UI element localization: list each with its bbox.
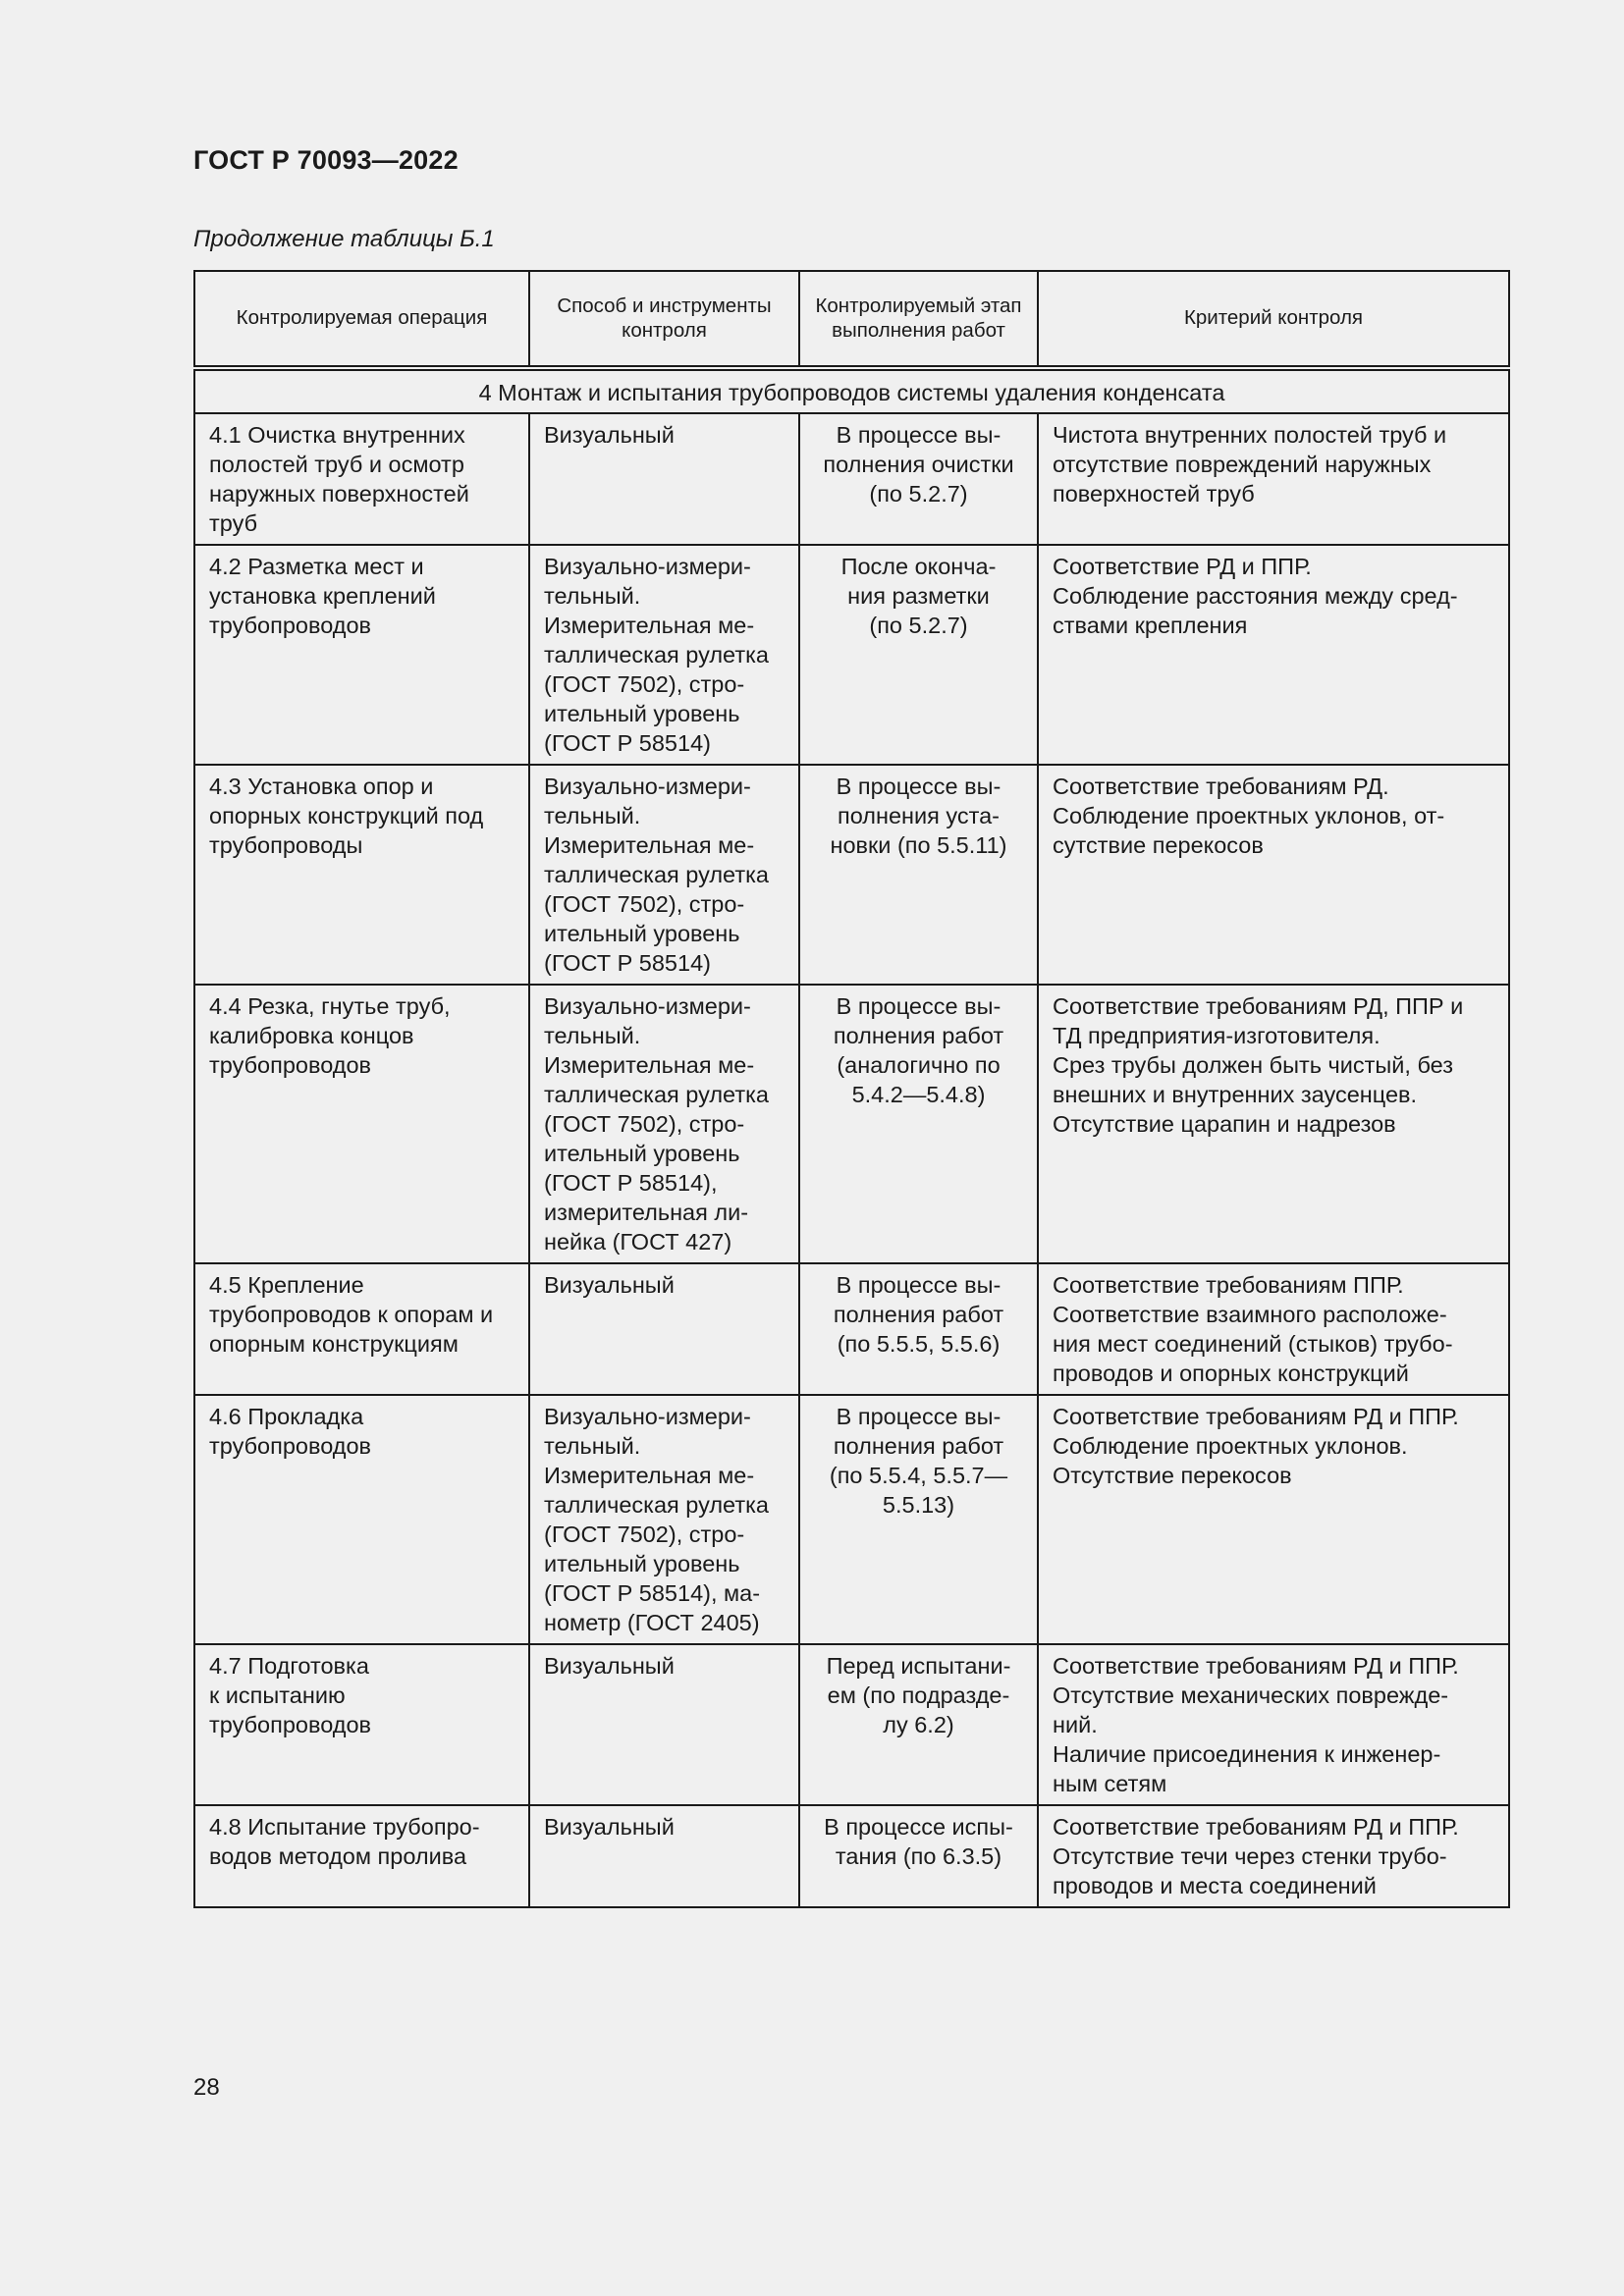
cell-line: Соблюдение проектных уклонов, от-	[1053, 803, 1445, 828]
cell-line: поверхностей труб	[1053, 481, 1255, 507]
cell-line: новки (по 5.5.11)	[830, 832, 1007, 858]
table-row	[194, 1805, 1509, 1907]
cell-method	[529, 1263, 799, 1395]
cell-criterion	[1038, 413, 1509, 545]
cell-method	[529, 545, 799, 765]
cell-line: Измерительная ме-	[544, 1052, 755, 1078]
cell-criterion	[1038, 545, 1509, 765]
cell-line: 4.3 Установка опор и	[209, 774, 434, 799]
cell-line: отсутствие повреждений наружных	[1053, 452, 1432, 477]
cell-line: (ГОСТ Р 58514), ма-	[544, 1580, 761, 1606]
cell-line: трубопроводов	[209, 1052, 372, 1078]
cell-line: ительный уровень	[544, 1551, 740, 1576]
table-row	[194, 765, 1509, 985]
cell-line: тания (по 6.3.5)	[835, 1843, 1002, 1869]
cell-line: Визуально-измери-	[544, 993, 751, 1019]
cell-line: трубопроводов	[209, 1712, 372, 1737]
cell-line: тельный.	[544, 583, 641, 609]
header-criterion: Критерий контроля	[1038, 271, 1509, 368]
cell-line: Визуальный	[544, 1272, 675, 1298]
cell-line: (ГОСТ 7502), стро-	[544, 891, 745, 917]
cell-line: труб	[209, 510, 258, 536]
cell-operation	[194, 1395, 529, 1644]
cell-line: Соответствие требованиям РД и ППР.	[1053, 1404, 1459, 1429]
cell-line: внешних и внутренних заусенцев.	[1053, 1082, 1418, 1107]
cell-line: полнения работ	[833, 1302, 1004, 1327]
cell-line: ний.	[1053, 1712, 1098, 1737]
cell-operation	[194, 765, 529, 985]
cell-line: Соответствие требованиям РД и ППР.	[1053, 1653, 1459, 1679]
cell-operation	[194, 1644, 529, 1805]
cell-line: ТД предприятия-изготовителя.	[1053, 1023, 1380, 1048]
cell-line: таллическая рулетка	[544, 642, 769, 667]
cell-line: 4.1 Очистка внутренних	[209, 422, 465, 448]
cell-line: Визуальный	[544, 1814, 675, 1840]
cell-line: 4.6 Прокладка	[209, 1404, 364, 1429]
cell-line: Измерительная ме-	[544, 1463, 755, 1488]
cell-line: к испытанию	[209, 1682, 346, 1708]
header-method: Способ и инструменты контроля	[529, 271, 799, 368]
cell-line: ния мест соединений (стыков) трубо-	[1053, 1331, 1453, 1357]
cell-method	[529, 1805, 799, 1907]
cell-stage	[799, 545, 1038, 765]
cell-line: таллическая рулетка	[544, 862, 769, 887]
section-row	[194, 368, 1509, 413]
cell-line: Отсутствие механических поврежде-	[1053, 1682, 1449, 1708]
cell-criterion	[1038, 985, 1509, 1263]
cell-line: Соблюдение проектных уклонов.	[1053, 1433, 1408, 1459]
table-row	[194, 1644, 1509, 1805]
cell-line: опорным конструкциям	[209, 1331, 459, 1357]
cell-method	[529, 413, 799, 545]
cell-line: ствами крепления	[1053, 613, 1248, 638]
cell-line: Визуальный	[544, 1653, 675, 1679]
cell-line: полостей труб и осмотр	[209, 452, 464, 477]
cell-line: полнения уста-	[837, 803, 1001, 828]
cell-line: В процессе вы-	[836, 993, 1001, 1019]
cell-line: полнения работ	[833, 1433, 1004, 1459]
cell-line: ем (по подразде-	[827, 1682, 1010, 1708]
cell-line: Соответствие РД и ППР.	[1053, 554, 1312, 579]
cell-line: калибровка концов	[209, 1023, 414, 1048]
cell-line: Соответствие взаимного расположе-	[1053, 1302, 1447, 1327]
cell-method	[529, 1395, 799, 1644]
cell-line: таллическая рулетка	[544, 1082, 769, 1107]
table-caption: Продолжение таблицы Б.1	[193, 226, 495, 252]
cell-operation	[194, 413, 529, 545]
cell-line: После оконча-	[840, 554, 997, 579]
cell-line: 4.4 Резка, гнутье труб,	[209, 993, 451, 1019]
cell-line: нейка (ГОСТ 427)	[544, 1229, 732, 1255]
cell-line: полнения работ	[833, 1023, 1004, 1048]
table-row	[194, 413, 1509, 545]
cell-line: водов методом пролива	[209, 1843, 467, 1869]
cell-line: В процессе вы-	[836, 1404, 1001, 1429]
cell-line: В процессе вы-	[836, 422, 1001, 448]
cell-line: Визуально-измери-	[544, 774, 751, 799]
cell-line: Отсутствие царапин и надрезов	[1053, 1111, 1396, 1137]
cell-line: трубопроводов к опорам и	[209, 1302, 494, 1327]
cell-line: Соответствие требованиям РД и ППР.	[1053, 1814, 1459, 1840]
header-operation: Контролируемая операция	[194, 271, 529, 368]
cell-line: Соответствие требованиям РД, ППР и	[1053, 993, 1464, 1019]
cell-line: Соответствие требованиям РД.	[1053, 774, 1389, 799]
cell-line: (ГОСТ 7502), стро-	[544, 671, 745, 697]
cell-criterion	[1038, 1395, 1509, 1644]
cell-line: трубопроводов	[209, 1433, 372, 1459]
cell-line: 4.8 Испытание трубопро-	[209, 1814, 480, 1840]
cell-line: ным сетям	[1053, 1771, 1167, 1796]
cell-criterion	[1038, 1263, 1509, 1395]
cell-line: таллическая рулетка	[544, 1492, 769, 1518]
table-header-row	[194, 271, 1509, 368]
cell-line: В процессе испы-	[824, 1814, 1013, 1840]
cell-line: (аналогично по	[837, 1052, 1001, 1078]
cell-line: Измерительная ме-	[544, 832, 755, 858]
cell-line: В процессе вы-	[836, 1272, 1001, 1298]
cell-line: тельный.	[544, 803, 641, 828]
cell-line: опорных конструкций под	[209, 803, 484, 828]
cell-line: 4.2 Разметка мест и	[209, 554, 424, 579]
cell-line: Чистота внутренних полостей труб и	[1053, 422, 1447, 448]
cell-stage	[799, 1644, 1038, 1805]
cell-operation	[194, 985, 529, 1263]
cell-line: Визуально-измери-	[544, 1404, 751, 1429]
cell-criterion	[1038, 765, 1509, 985]
cell-line: Наличие присоединения к инженер-	[1053, 1741, 1441, 1767]
cell-line: ния разметки	[847, 583, 990, 609]
cell-line: Срез трубы должен быть чистый, без	[1053, 1052, 1454, 1078]
cell-line: (по 5.5.4, 5.5.7—	[829, 1463, 1008, 1488]
cell-line: Измерительная ме-	[544, 613, 755, 638]
cell-line: 5.5.13)	[882, 1492, 955, 1518]
cell-operation	[194, 545, 529, 765]
cell-operation	[194, 1805, 529, 1907]
cell-line: тельный.	[544, 1023, 641, 1048]
cell-line: тельный.	[544, 1433, 641, 1459]
table-row	[194, 1395, 1509, 1644]
cell-line: наружных поверхностей	[209, 481, 469, 507]
control-table	[193, 270, 1510, 1908]
cell-line: ительный уровень	[544, 701, 740, 726]
cell-line: Отсутствие перекосов	[1053, 1463, 1292, 1488]
cell-line: лу 6.2)	[883, 1712, 954, 1737]
cell-line: (ГОСТ Р 58514)	[544, 950, 711, 976]
cell-line: трубопроводов	[209, 613, 372, 638]
cell-line: измерительная ли-	[544, 1200, 749, 1225]
table-row	[194, 545, 1509, 765]
page-number: 28	[193, 2074, 220, 2101]
cell-line: (ГОСТ 7502), стро-	[544, 1522, 745, 1547]
cell-line: 4.7 Подготовка	[209, 1653, 369, 1679]
cell-line: нометр (ГОСТ 2405)	[544, 1610, 760, 1635]
cell-line: (по 5.2.7)	[869, 613, 968, 638]
cell-line: Соблюдение расстояния между сред-	[1053, 583, 1458, 609]
cell-line: Перед испытани-	[826, 1653, 1011, 1679]
cell-criterion	[1038, 1644, 1509, 1805]
cell-line: сутствие перекосов	[1053, 832, 1264, 858]
cell-line: ительный уровень	[544, 921, 740, 946]
cell-line: установка креплений	[209, 583, 436, 609]
cell-line: Визуальный	[544, 422, 675, 448]
cell-stage	[799, 1805, 1038, 1907]
cell-method	[529, 1644, 799, 1805]
cell-line: (по 5.5.5, 5.5.6)	[837, 1331, 1001, 1357]
cell-stage	[799, 765, 1038, 985]
cell-line: проводов и опорных конструкций	[1053, 1361, 1409, 1386]
cell-line: (по 5.2.7)	[869, 481, 968, 507]
cell-method	[529, 985, 799, 1263]
cell-stage	[799, 413, 1038, 545]
cell-line: 5.4.2—5.4.8)	[851, 1082, 986, 1107]
cell-stage	[799, 985, 1038, 1263]
cell-line: (ГОСТ Р 58514)	[544, 730, 711, 756]
cell-line: (ГОСТ 7502), стро-	[544, 1111, 745, 1137]
cell-line: 4.5 Крепление	[209, 1272, 364, 1298]
document-header: ГОСТ Р 70093—2022	[193, 145, 459, 175]
cell-line: Отсутствие течи через стенки трубо-	[1053, 1843, 1447, 1869]
cell-line: Соответствие требованиям ППР.	[1053, 1272, 1404, 1298]
cell-line: Визуально-измери-	[544, 554, 751, 579]
cell-line: проводов и места соединений	[1053, 1873, 1377, 1898]
cell-method	[529, 765, 799, 985]
cell-line: полнения очистки	[823, 452, 1014, 477]
cell-line: ительный уровень	[544, 1141, 740, 1166]
cell-criterion	[1038, 1805, 1509, 1907]
cell-operation	[194, 1263, 529, 1395]
header-stage: Контролируемый этап выполнения работ	[799, 271, 1038, 368]
cell-line: трубопроводы	[209, 832, 363, 858]
cell-line: В процессе вы-	[836, 774, 1001, 799]
cell-stage	[799, 1395, 1038, 1644]
section-title: 4 Монтаж и испытания трубопроводов системы удаления конденсата	[194, 368, 1509, 413]
table-row	[194, 1263, 1509, 1395]
cell-stage	[799, 1263, 1038, 1395]
cell-line: (ГОСТ Р 58514),	[544, 1170, 718, 1196]
table-row	[194, 985, 1509, 1263]
